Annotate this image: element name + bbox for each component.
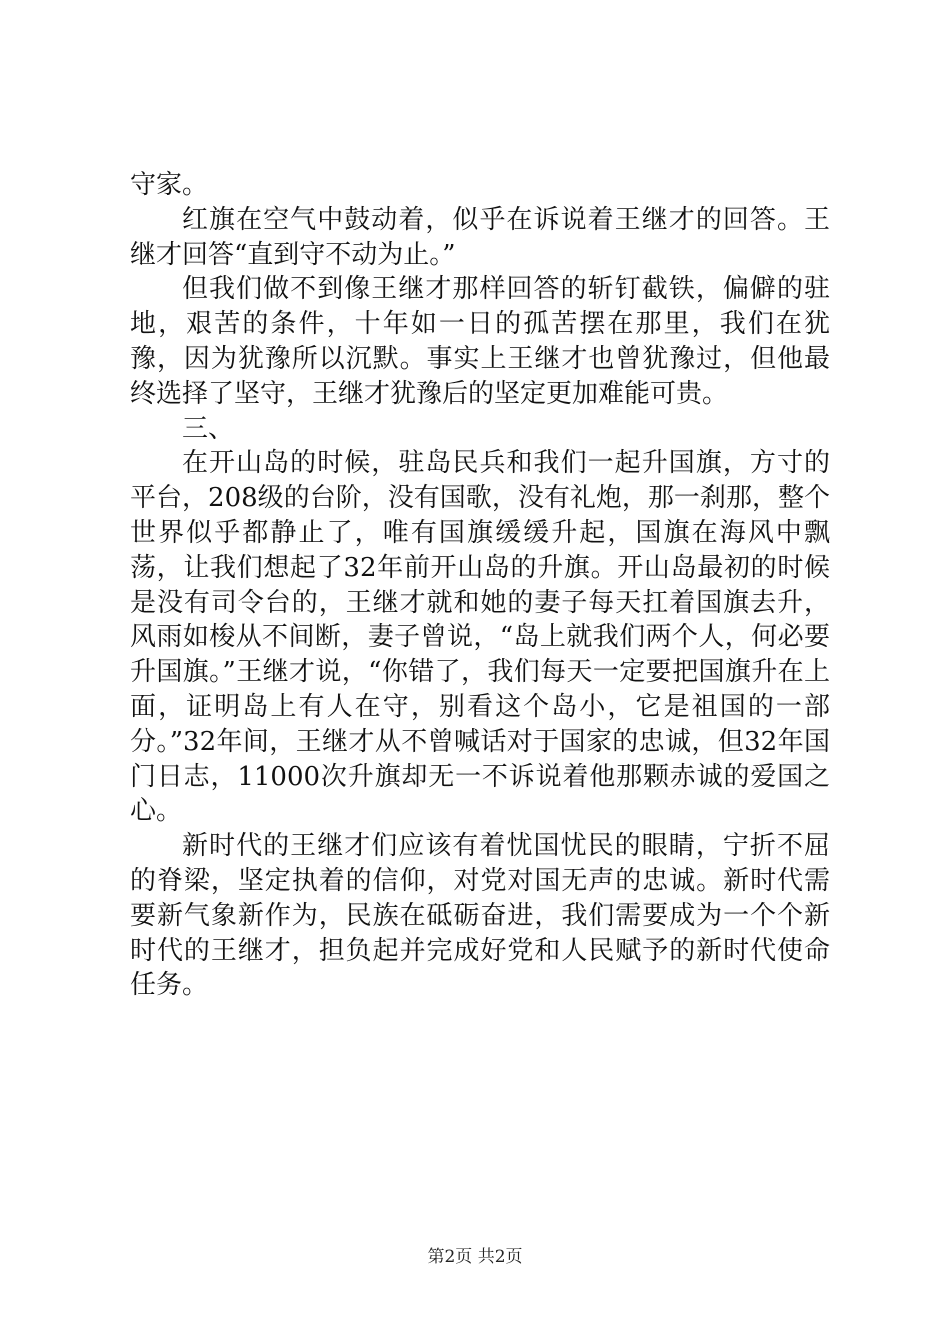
paragraph-hesitation: 但我们做不到像王继才那样回答的斩钉截铁，偏僻的驻地，艰苦的条件，十年如一日的孤苦摆在那里，我们在犹豫，因为犹豫所以沉默。事实上王继才也曾犹豫过，但他最终选择了坚守，王继才犹豫后的坚定更加难能可贵。 bbox=[130, 274, 830, 409]
section-heading-three: 三、 bbox=[182, 413, 235, 444]
paragraph-red-flag: 红旗在空气中鼓动着，似乎在诉说着王继才的回答。王继才回答“直到守不动为止。” bbox=[130, 204, 830, 270]
paragraph-continuation: 守家。 bbox=[130, 170, 209, 200]
page-footer: 第2页 共2页 bbox=[427, 1247, 523, 1267]
paragraph-flag-raising: 在开山岛的时候，驻岛民兵和我们一起升国旗，方寸的平台，208级的台阶，没有国歌，没有礼炮，那一刹那，整个世界似乎都静止了，唯有国旗缓缓升起，国旗在海风中飘荡，让我们想起了32年前开山岛的升旗。开山岛最初的时候是没有司令台的，王继才就和她的妻子每天扛着国旗去升，风雨如梭从不间断，妻子曾说，“岛上就我们两个人，何必要升国旗。”王继才说，“你错了，我们每天一定要把国旗升在上面，证明岛上有人在守，别看这个岛小，它是祖国的一部分。”32年间，王继才从不曾喊话对于国家的忠诚，但32年国门日志，11000次升旗却无一不诉说着他那颗赤诚的爱国之心。 bbox=[130, 448, 830, 827]
document-body bbox=[130, 168, 830, 1003]
paragraph-new-era: 新时代的王继才们应该有着忧国忧民的眼睛，宁折不屈的脊梁，坚定执着的信仰，对党对国无声的忠诚。新时代需要新气象新作为，民族在砥砺奋进，我们需要成为一个个新时代的王继才，担负起并完成好党和人民赋予的新时代使命任务。 bbox=[130, 831, 830, 1001]
